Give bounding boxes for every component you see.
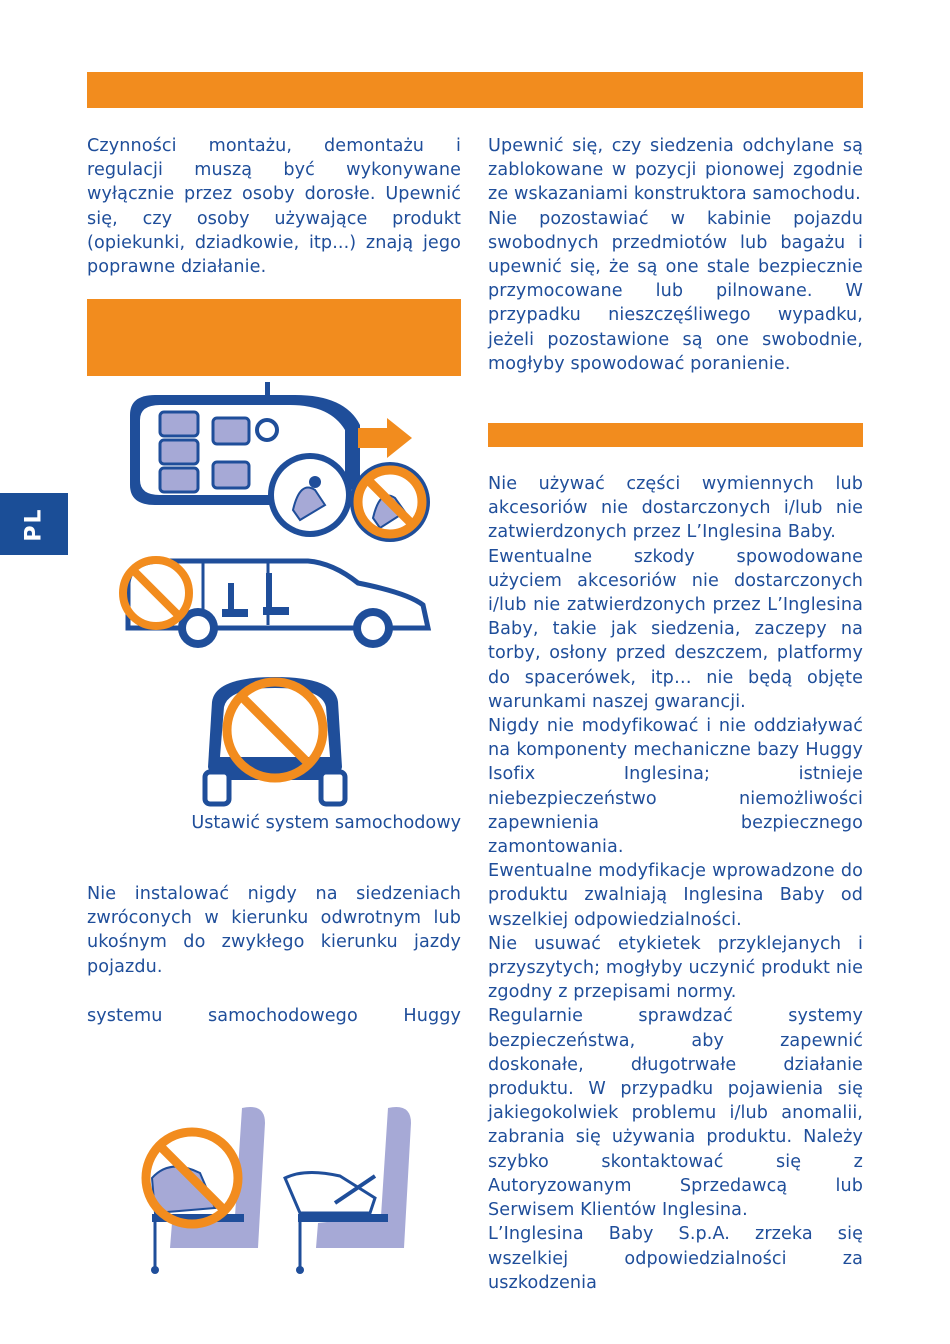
figure-caption: Ustawić system samochodowy — [191, 813, 461, 833]
right-paragraph: Ewentualne modyfikacje wprowadzone do produktu zwalniają Inglesina Baby od wszelkiej odpowiedzialności. — [488, 861, 863, 930]
arrow-right-icon — [358, 418, 412, 458]
right-paragraph: Upewnić się, czy siedzenia odchylane są zablokowane w pozycji pionowej zgodnie ze wskazaniami konstruktora samochodu. — [488, 136, 863, 205]
right-block-2 — [488, 472, 863, 1295]
language-tab — [0, 493, 68, 555]
car-top-view-illustration — [115, 380, 435, 550]
left-section-bar — [87, 299, 461, 376]
left-paragraph-2: Nie instalować nigdy na siedzeniach zwróconych w kierunku odwrotnym lub ukośnym do zwykłego kierunku jazdy pojazdu. — [87, 884, 461, 977]
language-tab-label: PL — [21, 506, 47, 542]
right-paragraph: Regularnie sprawdzać systemy bezpieczeństwa, aby zapewnić doskonałe, długotrwałe działanie produktu. W przypadku pojawienia się jakiegokolwiek problemu i/lub anomalii, zabrania się używania produktu. Należy szybko skontaktować się z Autoryzowanym Sprzedawcą lub Serwisem Klientów Inglesina. — [488, 1006, 863, 1221]
top-header-bar — [87, 72, 863, 108]
left-paragraph-1: Czynności montażu, demontażu i regulacji muszą być wykonywane wyłącznie przez osoby dorosłe. Upewnić się, czy osoby używające produkt (opiekunki, dziadkowie, itp...) znają jego poprawne działanie. — [87, 136, 461, 278]
right-paragraph: Ewentualne szkody spowodowane użyciem akcesoriów nie dostarczonych i/lub nie zatwierdzonych przez L’Inglesina Baby, takie jak siedzenia, zaczepy na torby, osłony przed deszczem, platformy do spacerówek, itp… nie będą objęte warunkami naszej gwarancji. — [488, 546, 863, 712]
right-paragraph: Nie usuwać etykietek przyklejanych i przyszytych; mogłyby uczynić produkt nie zgodny z przepisami normy. — [488, 933, 863, 1003]
car-seat-base-illustration — [130, 1098, 430, 1278]
right-section-bar — [488, 423, 863, 447]
right-paragraph: Nie pozostawiać w kabinie pojazdu swobodnych przedmiotów lub bagażu i upewnić się, że są one stale bezpiecznie przymocowane lub pilnowane. W przypadku nieszczęśliwego wypadku, jeżeli pozostawione są one swobodnie, mogłyby spowodować poranienie. — [488, 208, 863, 374]
car-side-view-illustration — [118, 553, 438, 653]
left-paragraph-3: systemu samochodowego Huggy — [87, 1006, 461, 1026]
right-block-1 — [488, 134, 863, 376]
right-paragraph: Nigdy nie modyfikować i nie oddziaływać na komponenty mechaniczne bazy Huggy Isofix Inglesina; istnieje niebezpieczeństwo niemożliwości zapewnienia bezpiecznego zamontowania. — [488, 716, 863, 858]
car-rear-view-illustration — [200, 672, 350, 807]
right-paragraph: L’Inglesina Baby S.p.A. zrzeka się wszelkiej odpowiedzialności za uszkodzenia — [488, 1224, 863, 1293]
right-paragraph: Nie używać części wymiennych lub akcesoriów nie dostarczonych i/lub nie zatwierdzonych przez L’Inglesina Baby. — [488, 474, 863, 543]
